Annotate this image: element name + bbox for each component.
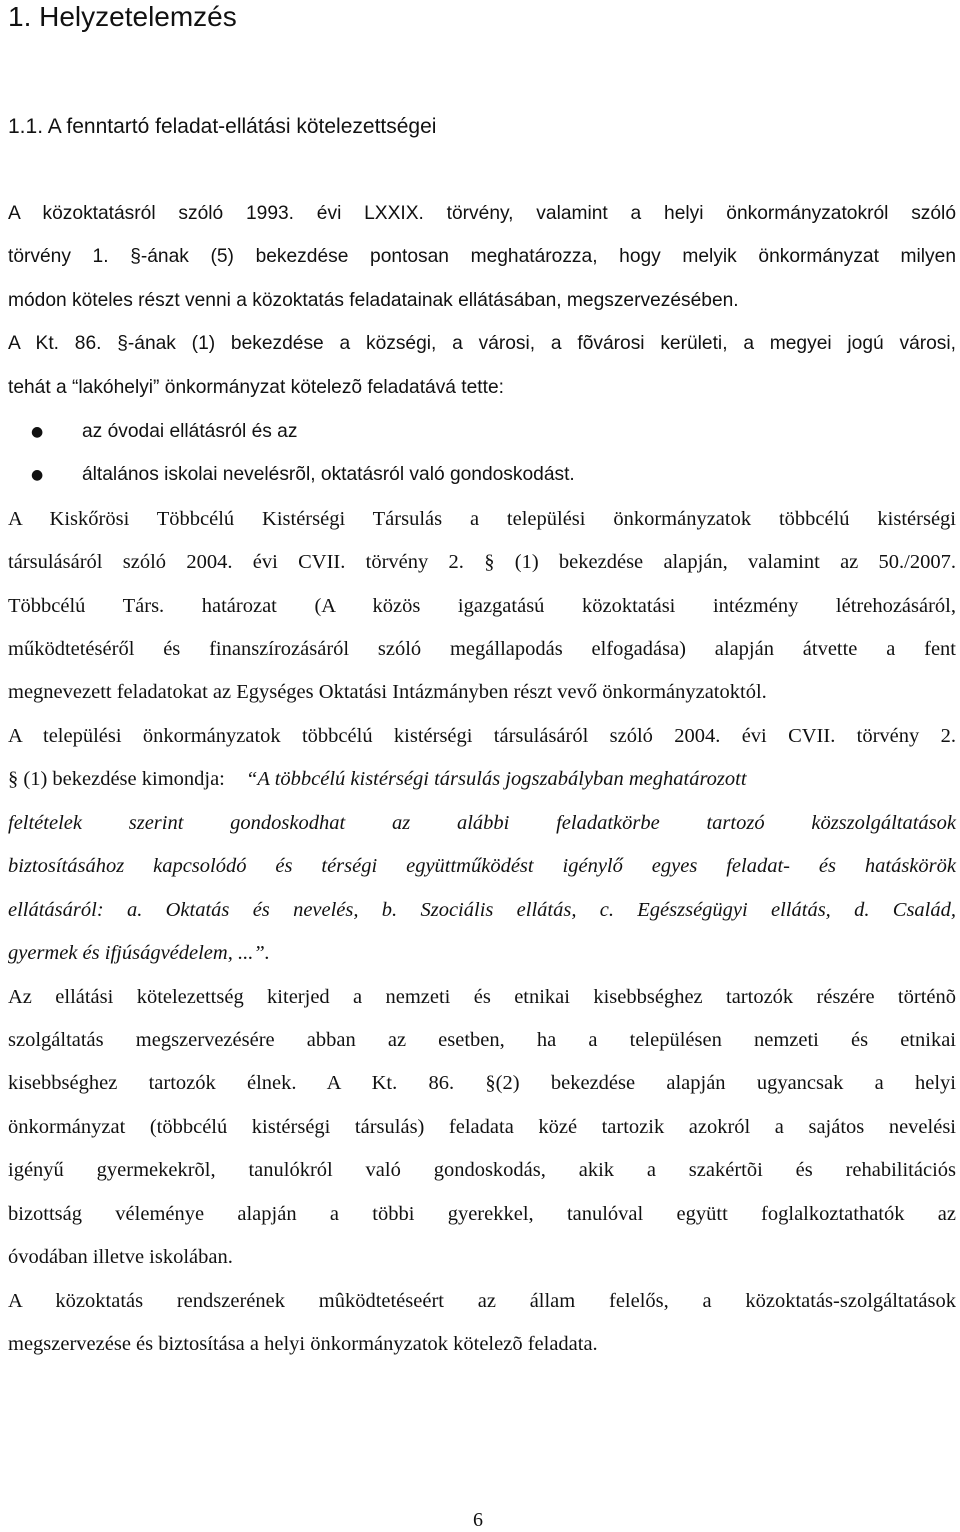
page-number: 6 bbox=[473, 1509, 483, 1531]
text-line: igényű gyermekekrõl, tanulókról való gondoskodás, akik a szakértõi és rehabilitációs bbox=[8, 1159, 956, 1181]
bullet-icon: ● bbox=[31, 424, 44, 440]
list-item bbox=[8, 418, 908, 446]
text-line: szolgáltatás megszervezésére abban az esetben, ha a településen nemzeti és etnikai bbox=[8, 1029, 956, 1051]
text-line: kisebbséghez tartozók élnek. A Kt. 86. §(2) bekezdése alapján ugyancsak a helyi bbox=[8, 1072, 956, 1094]
text-line: önkormányzat (többcélú kistérségi társulás) feladata közé tartozik azokról a sajátos nevelési bbox=[8, 1116, 956, 1138]
text-line: A Kt. 86. §-ának (1) bekezdése a községi, a városi, a fõvárosi kerületi, a megyei jogú városi, bbox=[8, 333, 956, 354]
text-line: tehát a “lakóhelyi” önkormányzat kötelezõ feladatává tette: bbox=[8, 377, 504, 398]
quote-line: feltételek szerint gondoskodhat az alábbi feladatkörbe tartozó közszolgáltatások bbox=[8, 812, 956, 834]
quote-line: biztosításához kapcsolódó és térségi együttműködést igénylő egyes feladat- és hatáskörök bbox=[8, 855, 956, 877]
text-line: A közoktatás rendszerének mûködtetéseért az állam felelős, a közoktatás-szolgáltatások bbox=[8, 1290, 956, 1312]
text-line: módon köteles részt venni a közoktatás feladatainak ellátásában, megszervezésében. bbox=[8, 290, 739, 311]
text-line: Az ellátási kötelezettség kiterjed a nemzeti és etnikai kisebbséghez tartozók részére történõ bbox=[8, 986, 956, 1008]
text-line: A közoktatásról szóló 1993. évi LXXIX. törvény, valamint a helyi önkormányzatokról szóló bbox=[8, 203, 956, 224]
list-item-text: az óvodai ellátásról és az bbox=[82, 421, 298, 442]
quote-segment: “A többcélú kistérségi társulás jogszabályban meghatározott bbox=[246, 768, 747, 790]
text-line: működtetéséről és finanszírozásáról szóló megállapodás elfogadása) alapján átvette a fent bbox=[8, 638, 956, 660]
text-line: Többcélú Társ. határozat (A közös igazgatású közoktatási intézmény létrehozásáról, bbox=[8, 595, 956, 617]
text-line: A Kiskőrösi Többcélú Kistérségi Társulás a települési önkormányzatok többcélú kistérségi bbox=[8, 508, 956, 530]
list-item bbox=[8, 461, 908, 489]
section-heading: 1.1. A fenntartó feladat-ellátási kötelezettségei bbox=[8, 115, 437, 138]
quote-line: ellátásáról: a. Oktatás és nevelés, b. Szociális ellátás, c. Egészségügyi ellátás, d. Család, bbox=[8, 899, 956, 921]
text-line: megszervezése és biztosítása a helyi önkormányzatok kötelezõ feladata. bbox=[8, 1333, 598, 1355]
quote-line: gyermek és ifjúságvédelem, ...”. bbox=[8, 942, 270, 964]
page-heading: 1. Helyzetelemzés bbox=[8, 1, 237, 32]
text-line: törvény 1. §-ának (5) bekezdése pontosan meghatározza, hogy melyik önkormányzat milyen bbox=[8, 246, 956, 267]
text-line: bizottság véleménye alapján a többi gyerekkel, tanulóval együtt foglalkoztathatók az bbox=[8, 1203, 956, 1225]
text-line: megnevezett feladatokat az Egységes Oktatási Intázmányben részt vevő önkormányzatoktól. bbox=[8, 681, 767, 703]
bullet-icon: ● bbox=[31, 467, 44, 483]
text-line: óvodában illetve iskolában. bbox=[8, 1246, 233, 1268]
text-line: A települési önkormányzatok többcélú kistérségi társulásáról szóló 2004. évi CVII. törvény 2. bbox=[8, 725, 956, 747]
list-item-text: általános iskolai nevelésrõl, oktatásról való gondoskodást. bbox=[82, 464, 575, 485]
text-line: társulásáról szóló 2004. évi CVII. törvény 2. § (1) bekezdése alapján, valamint az 50./2007. bbox=[8, 551, 956, 573]
text-line bbox=[8, 765, 956, 793]
text-segment: § (1) bekezdése kimondja: bbox=[8, 768, 225, 790]
